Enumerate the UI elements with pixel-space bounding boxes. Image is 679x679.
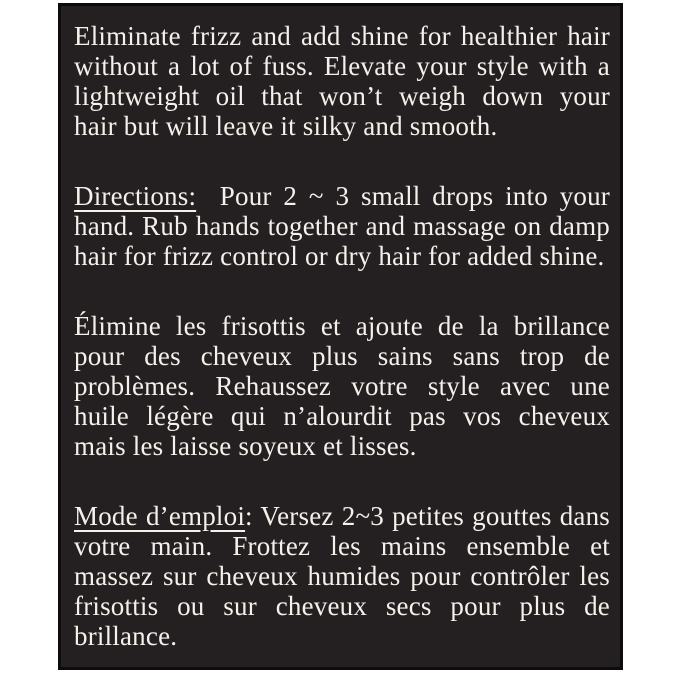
paragraph-intro-en <box>74 21 610 141</box>
text-line: frisottis ou sur cheveux secs pour plus de <box>74 591 610 621</box>
text-line: without a lot of fuss. Elevate your style with a <box>74 51 610 81</box>
product-label-panel <box>58 3 623 670</box>
text-line: brillance. <box>74 621 178 651</box>
text-line: Directions: Pour 2 ~ 3 small drops into your <box>74 181 610 211</box>
text-line: massez sur cheveux humides pour contrôler les <box>74 561 610 591</box>
paragraph-directions-en <box>74 181 610 271</box>
text-line: Mode d’emploi: Versez 2~3 petites gouttes dans <box>74 501 610 531</box>
text-line: pour des cheveux plus sains sans trop de <box>74 341 610 371</box>
paragraph-directions-fr <box>74 501 610 651</box>
text-line: Élimine les frisottis et ajoute de la brillance <box>74 311 610 341</box>
text-line: Eliminate frizz and add shine for healthier hair <box>74 21 610 51</box>
text-line: mais les laisse soyeux et lisses. <box>74 431 417 461</box>
text-line: hair for frizz control or dry hair for added shine. <box>74 241 605 271</box>
text-line: hair but will leave it silky and smooth. <box>74 111 498 141</box>
text-line: huile légère qui n’alourdit pas vos cheveux <box>74 401 610 431</box>
underlined-heading: Mode d’emploi <box>74 501 246 531</box>
text-line: votre main. Frottez les mains ensemble et <box>74 531 610 561</box>
text-line: hand. Rub hands together and massage on damp <box>74 211 610 241</box>
text-line: lightweight oil that won’t weigh down your <box>74 81 610 111</box>
text-line: problèmes. Rehaussez votre style avec une <box>74 371 610 401</box>
paragraph-intro-fr <box>74 311 610 461</box>
underlined-heading: Directions: <box>74 181 197 211</box>
